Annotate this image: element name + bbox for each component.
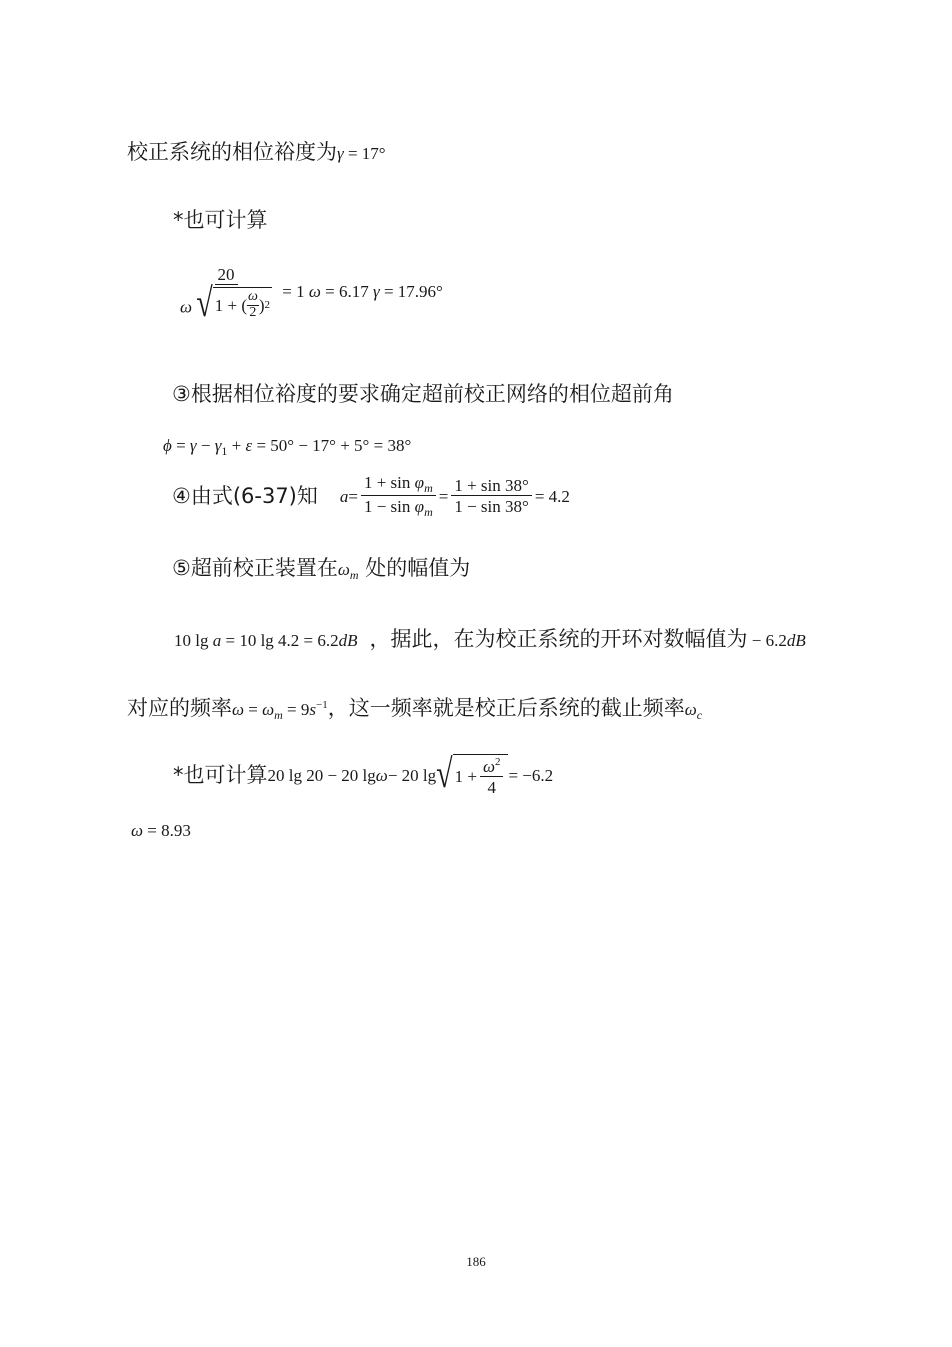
phi: φ [414, 497, 425, 516]
c: c [696, 708, 703, 722]
s: s [309, 700, 317, 719]
t: 1 + [454, 767, 477, 786]
t: = 6.17 [320, 282, 373, 302]
t: = −6.2 [508, 765, 554, 785]
t: 1 + sin [363, 473, 415, 492]
gamma: γ [214, 436, 222, 455]
numerator: 20 [215, 266, 238, 285]
t: = 9 [282, 700, 310, 719]
equation-2 [163, 437, 411, 457]
omega: ω [180, 297, 193, 317]
dB: dB [338, 631, 358, 650]
t: = 4.2 [534, 486, 570, 506]
num: 1 + sin 38° [451, 477, 531, 496]
num [480, 757, 504, 777]
radical-sign: √ [436, 752, 453, 797]
fraction-2 [451, 477, 531, 515]
epsilon: ε [245, 436, 253, 455]
denominator [177, 280, 275, 326]
final-result [131, 822, 191, 839]
equation-1 [174, 265, 443, 326]
calc-label: *也可计算 [173, 208, 268, 232]
d: 2 [249, 304, 257, 320]
omega: ω [375, 765, 388, 785]
step-5 [172, 558, 470, 581]
t: ，这一频率就是校正后系统的截止频率 [327, 696, 685, 720]
fraction [480, 757, 504, 796]
omega: ω [232, 700, 245, 719]
val: = 17° [343, 144, 386, 163]
t: 20 lg 20 − 20 lg [267, 765, 376, 785]
math [337, 144, 386, 163]
calc-2-line [173, 750, 553, 800]
frequency-line [127, 698, 702, 721]
sqrt-arg [213, 287, 272, 320]
t: 1 + ( [214, 295, 247, 315]
t: ) [258, 295, 265, 315]
omega: ω [308, 282, 321, 302]
pow: 2 [264, 298, 271, 311]
gamma: γ [373, 282, 380, 302]
den: 1 − sin 38° [454, 497, 529, 516]
dB: dB [786, 631, 806, 650]
omega: ω [337, 560, 350, 579]
fraction [177, 265, 275, 326]
sub: 1 [221, 444, 228, 458]
a: a [339, 486, 349, 506]
sqrt [436, 754, 508, 796]
t: 1 − sin [363, 497, 415, 516]
text: ④由式(6-37)知 [172, 483, 318, 508]
t: = 17.96° [379, 282, 443, 302]
pow: 2 [494, 756, 501, 768]
t: 10 lg [174, 631, 213, 650]
inner-frac [247, 290, 259, 320]
t: = 1 [278, 282, 309, 302]
text: 校正系统的相位裕度为 [127, 140, 337, 164]
radical-sign: √ [196, 280, 213, 326]
phi: φ [414, 473, 425, 492]
sqrt [196, 280, 272, 326]
fraction-1 [361, 474, 436, 518]
t: 处的幅值为 [358, 556, 471, 580]
t: 对应的频率 [127, 696, 232, 720]
t: ⑤超前校正装置在 [172, 556, 338, 580]
m: m [424, 505, 433, 519]
t: − 20 lg [387, 765, 437, 785]
den [361, 496, 436, 518]
t: = [171, 436, 190, 455]
m: m [349, 568, 359, 582]
m: m [274, 708, 283, 722]
t: + [227, 436, 246, 455]
math [748, 631, 806, 650]
t: = [244, 700, 263, 719]
omega: ω [482, 757, 495, 776]
exp: −1 [316, 699, 328, 711]
omega: ω [131, 821, 144, 840]
phi: ϕ [163, 436, 172, 455]
text-line-phase-margin [127, 142, 386, 163]
page-number: 186 [466, 1254, 486, 1269]
math [174, 631, 358, 650]
t: − 6.2 [747, 631, 787, 650]
step-4 [172, 474, 570, 518]
math [232, 699, 328, 722]
gamma: γ [189, 436, 197, 455]
num [361, 474, 436, 496]
t: = 8.93 [143, 821, 191, 840]
t: = [348, 486, 358, 506]
math [268, 754, 554, 796]
t: = 50° − 17° + 5° = 38° [252, 436, 412, 455]
var: γ [337, 144, 344, 163]
label: *也可计算 [173, 762, 268, 787]
step-3: ③根据相位裕度的要求确定超前校正网络的相位超前角 [172, 382, 674, 406]
omega: ω [684, 700, 697, 719]
a: a [212, 631, 222, 650]
equation-3-line [174, 629, 806, 650]
den: 4 [487, 778, 496, 797]
sqrt-arg [453, 754, 509, 796]
t: = 10 lg 4.2 = 6.2 [221, 631, 339, 650]
t: ，据此，在为校正系统的开环对数幅值为 [369, 627, 748, 651]
omega: ω [262, 700, 275, 719]
math [340, 474, 570, 518]
t: = [438, 486, 449, 506]
m: m [424, 481, 433, 495]
t: − [196, 436, 215, 455]
n: ω [247, 289, 258, 304]
